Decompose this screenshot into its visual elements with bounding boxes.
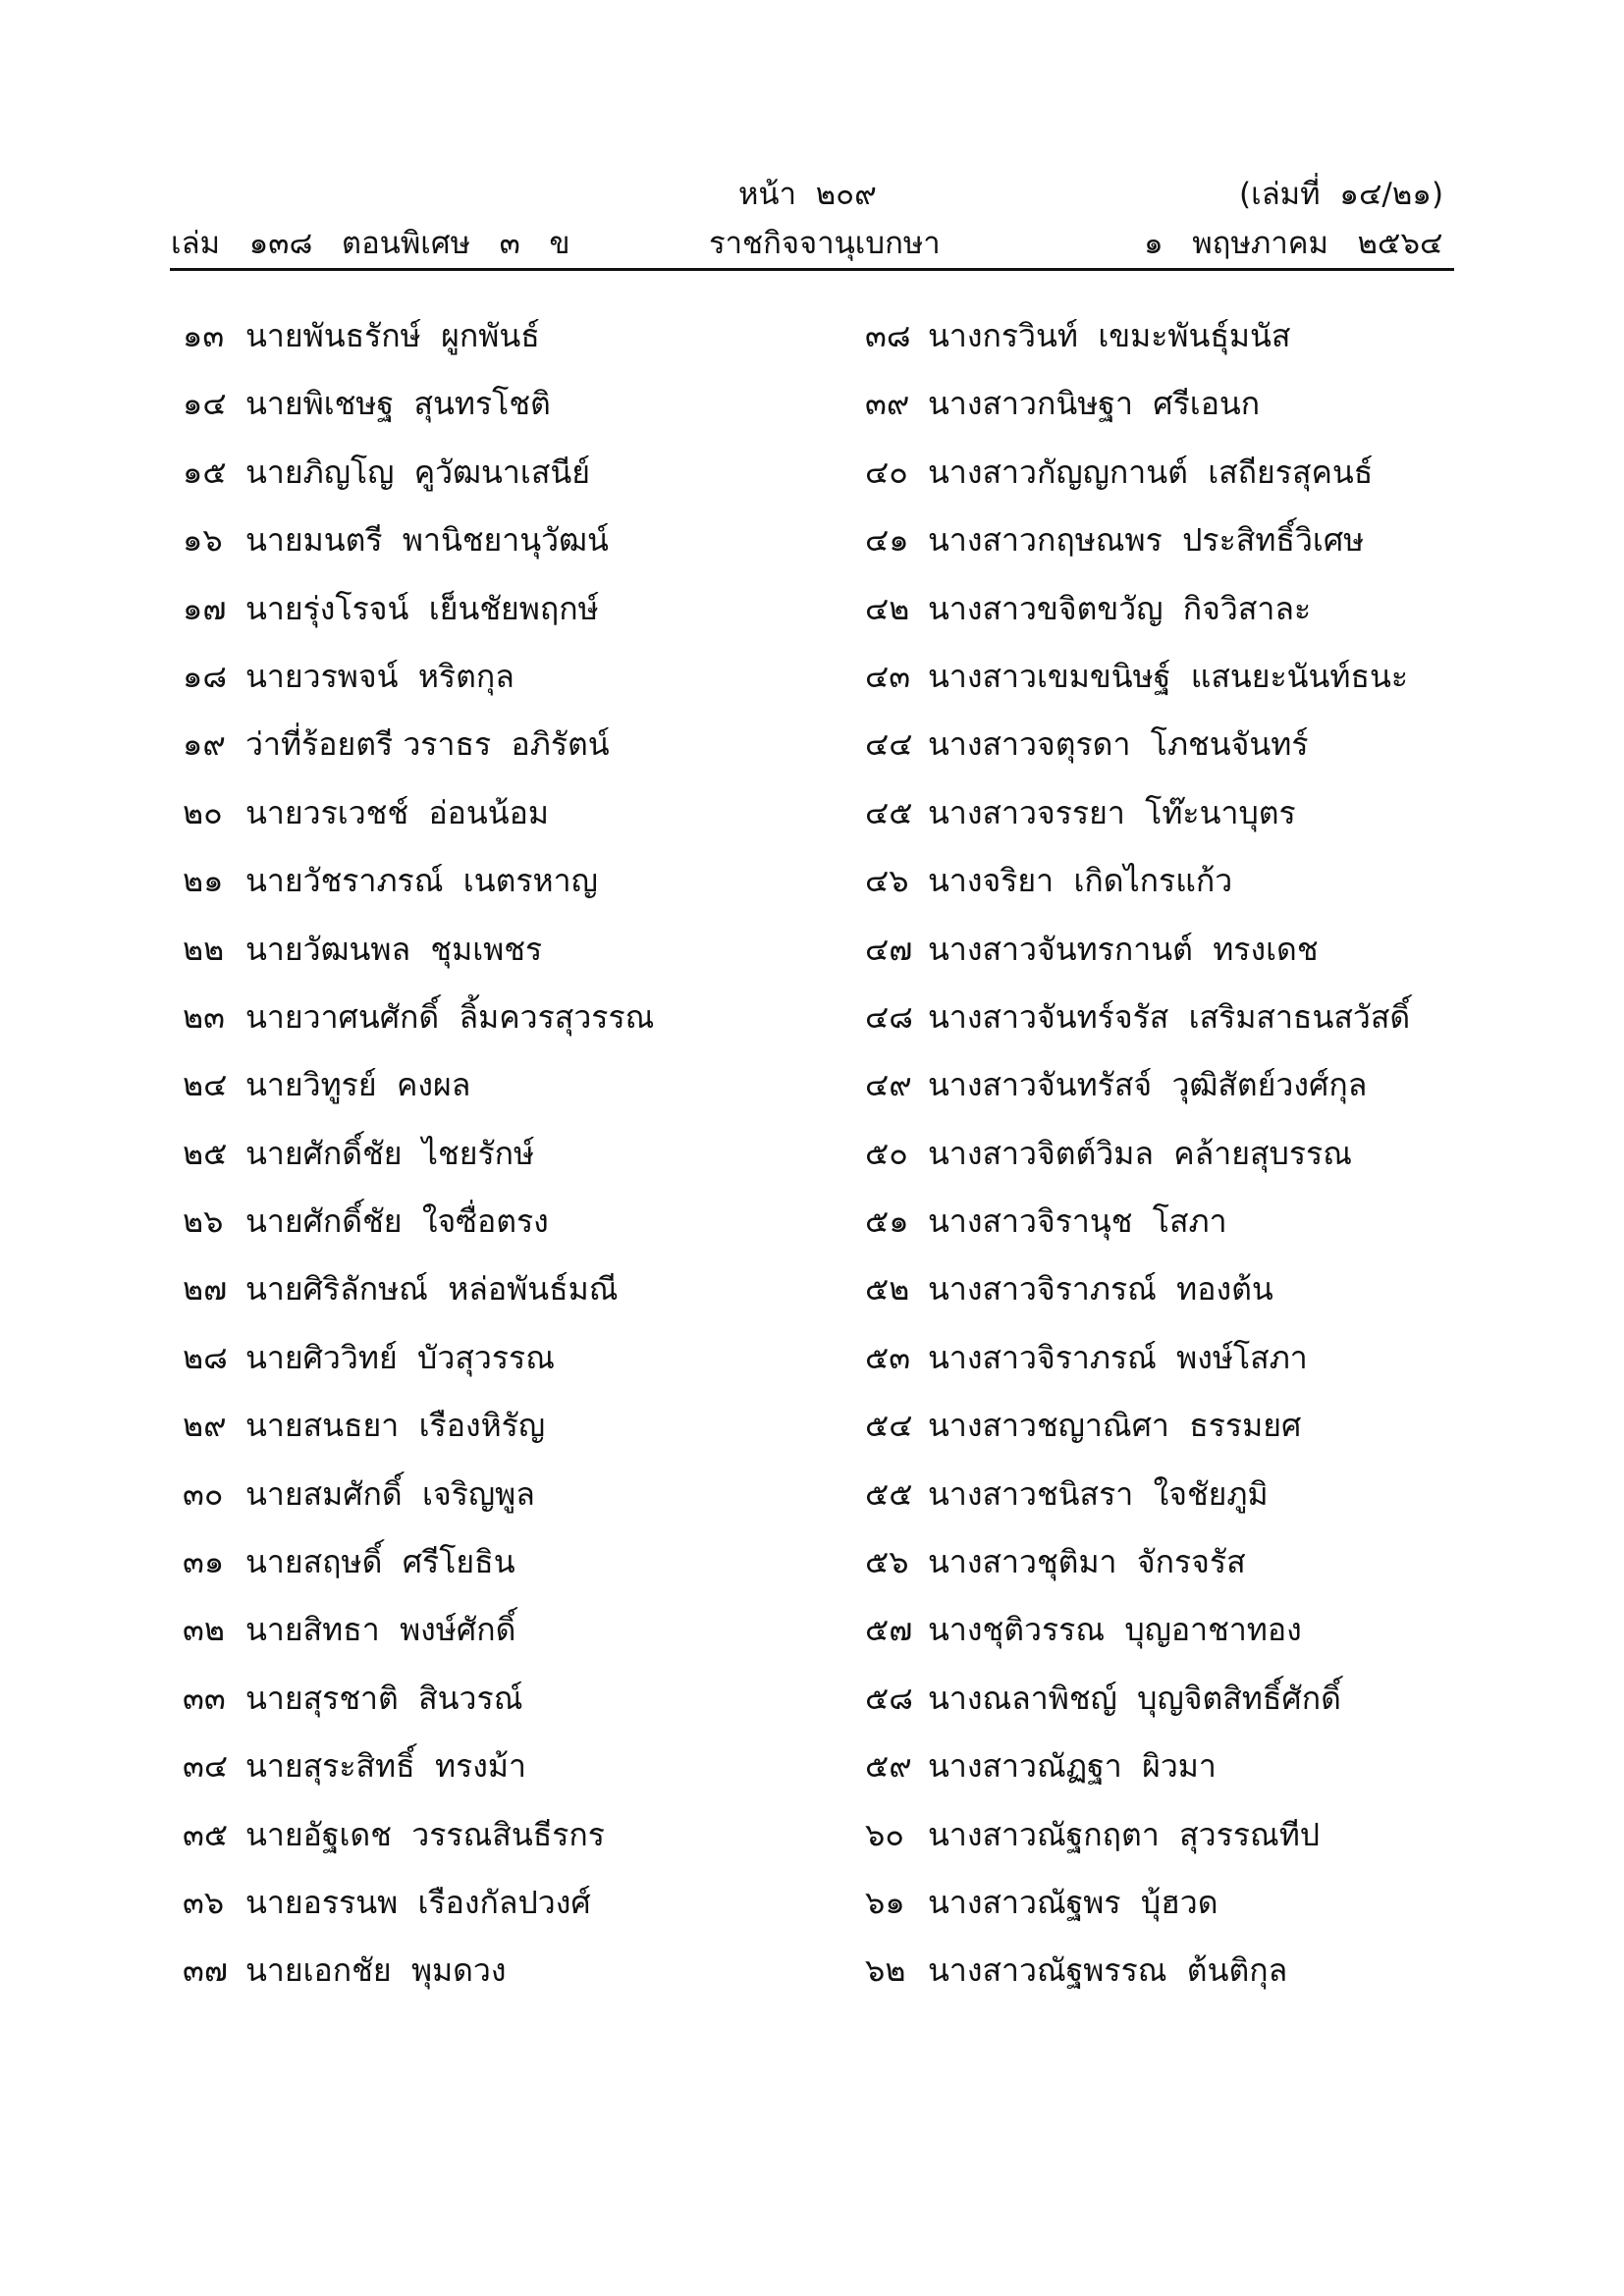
person-name: นางกรวินท์ เขมะพันธุ์มนัส bbox=[928, 317, 1291, 354]
person-name: นายภิญโญ คูวัฒนาเสนีย์ bbox=[245, 453, 590, 491]
list-item bbox=[865, 1330, 1513, 1398]
publication-date: ๑ พฤษภาคม ๒๕๖๔ bbox=[1144, 226, 1443, 261]
person-name: นายศิววิทย์ บัวสุวรรณ bbox=[245, 1338, 555, 1376]
item-number: ๓๑ bbox=[183, 1543, 225, 1581]
list-item bbox=[865, 1467, 1513, 1534]
person-name: นางณลาพิชญ์ บุญจิตสิทธิ์ศักดิ์ bbox=[928, 1679, 1341, 1717]
list-item bbox=[865, 1126, 1513, 1194]
person-name: นางสาวชนิสรา ใจชัยภูมิ bbox=[928, 1474, 1269, 1513]
person-name: นายเอกชัย พุมดวง bbox=[245, 1951, 507, 1990]
list-item bbox=[183, 989, 831, 1057]
list-item bbox=[865, 1671, 1513, 1738]
list-item bbox=[183, 1467, 831, 1534]
item-number: ๒๗ bbox=[183, 1270, 228, 1308]
list-item bbox=[865, 308, 1513, 376]
person-name: นางสาวณัฐพรรณ ต้นติกุล bbox=[928, 1951, 1288, 1990]
person-name: นางสาวจิราภรณ์ พงษ์โสภา bbox=[928, 1338, 1308, 1376]
item-number: ๒๐ bbox=[183, 793, 223, 831]
item-number: ๒๓ bbox=[183, 997, 225, 1036]
item-number: ๖๑ bbox=[865, 1883, 905, 1921]
name-list-right bbox=[865, 308, 1513, 2011]
name-list-left bbox=[183, 308, 831, 2011]
item-number: ๕๗ bbox=[865, 1611, 913, 1649]
list-item bbox=[183, 1126, 831, 1194]
person-name: นางจริยา เกิดไกรแก้ว bbox=[928, 862, 1233, 900]
item-number: ๓๒ bbox=[183, 1611, 225, 1649]
item-number: ๔๒ bbox=[865, 589, 910, 627]
volume-info: เล่ม ๑๓๘ ตอนพิเศษ ๓ ข bbox=[171, 226, 570, 261]
list-item bbox=[865, 1534, 1513, 1602]
person-name: นางสาวจตุรดา โภชนจันทร์ bbox=[928, 725, 1309, 764]
item-number: ๒๔ bbox=[183, 1066, 228, 1104]
item-number: ๓๘ bbox=[865, 317, 911, 354]
person-name: นางสาวจันทรัสจ์ วุฒิสัตย์วงศ์กุล bbox=[928, 1066, 1368, 1104]
list-item bbox=[865, 1807, 1513, 1875]
list-item bbox=[183, 1807, 831, 1875]
item-number: ๖๐ bbox=[865, 1815, 904, 1853]
list-item bbox=[865, 922, 1513, 989]
list-item bbox=[183, 1738, 831, 1806]
person-name: นางสาวชญาณิศา ธรรมยศ bbox=[928, 1407, 1302, 1445]
item-number: ๒๒ bbox=[183, 930, 225, 968]
item-number: ๓๙ bbox=[865, 385, 910, 423]
person-name: นายสมศักดิ์ เจริญพูล bbox=[245, 1474, 535, 1513]
item-number: ๓๓ bbox=[183, 1679, 226, 1717]
item-number: ๕๒ bbox=[865, 1270, 910, 1308]
item-number: ๒๖ bbox=[183, 1202, 224, 1241]
list-item bbox=[865, 785, 1513, 853]
item-number: ๔๙ bbox=[865, 1066, 912, 1104]
person-name: นายวรพจน์ หริตกุล bbox=[245, 657, 514, 695]
item-number: ๑๓ bbox=[183, 317, 225, 354]
list-item bbox=[865, 1943, 1513, 2010]
person-name: นางสาวกฤษณพร ประสิทธิ์วิเศษ bbox=[928, 521, 1365, 560]
list-item bbox=[865, 1398, 1513, 1466]
person-name: นายศักดิ์ชัย ไชยรักษ์ bbox=[245, 1134, 535, 1172]
person-name: นางสาวจันทร์จรัส เสริมสาธนสวัสดิ์ bbox=[928, 997, 1411, 1036]
person-name: นางสาวจิตต์วิมล คล้ายสุบรรณ bbox=[928, 1134, 1352, 1172]
person-name: นายสนธยา เรืองหิรัญ bbox=[245, 1407, 546, 1445]
list-item bbox=[183, 1534, 831, 1602]
item-number: ๓๗ bbox=[183, 1951, 228, 1990]
list-item bbox=[865, 581, 1513, 649]
person-name: นายวัชราภรณ์ เนตรหาญ bbox=[245, 862, 598, 900]
gazette-title: ราชกิจจานุเบกษา bbox=[709, 226, 941, 261]
person-name: นายพิเชษฐ สุนทรโชติ bbox=[245, 385, 551, 423]
item-number: ๑๖ bbox=[183, 521, 223, 560]
list-item bbox=[183, 1875, 831, 1943]
item-number: ๕๙ bbox=[865, 1747, 912, 1786]
list-item bbox=[183, 717, 831, 784]
person-name: นายสฤษดิ์ ศรีโยธิน bbox=[245, 1543, 515, 1581]
list-item bbox=[865, 1875, 1513, 1943]
list-item bbox=[183, 445, 831, 512]
list-item bbox=[183, 512, 831, 580]
list-item bbox=[183, 1330, 831, 1398]
person-name: นายวิทูรย์ คงผล bbox=[245, 1066, 471, 1104]
list-item bbox=[183, 785, 831, 853]
item-number: ๔๕ bbox=[865, 793, 913, 831]
person-name: นายอัฐเดช วรรณสินธีรกร bbox=[245, 1815, 605, 1853]
person-name: นายวาศนศักดิ์ ลิ้มควรสุวรรณ bbox=[245, 997, 655, 1036]
person-name: นายวัฒนพล ชุมเพชร bbox=[245, 930, 543, 968]
list-item bbox=[865, 376, 1513, 444]
list-item bbox=[183, 1261, 831, 1329]
person-name: นางสาวจันทรกานต์ ทรงเดช bbox=[928, 930, 1319, 968]
list-item bbox=[865, 989, 1513, 1057]
item-number: ๔๖ bbox=[865, 862, 909, 900]
person-name: นายรุ่งโรจน์ เย็นชัยพฤกษ์ bbox=[245, 589, 599, 627]
item-number: ๔๓ bbox=[865, 657, 911, 695]
item-number: ๑๙ bbox=[183, 725, 226, 764]
person-name: นายมนตรี พานิชยานุวัฒน์ bbox=[245, 521, 609, 560]
list-item bbox=[183, 308, 831, 376]
list-item bbox=[183, 922, 831, 989]
person-name: นางสาวกนิษฐา ศรีเอนก bbox=[928, 385, 1261, 423]
person-name: นายวรเวชช์ อ่อนน้อม bbox=[245, 793, 549, 831]
item-number: ๓๔ bbox=[183, 1747, 229, 1786]
item-number: ๔๔ bbox=[865, 725, 913, 764]
item-number: ๔๗ bbox=[865, 930, 913, 968]
item-number: ๑๔ bbox=[183, 385, 227, 423]
person-name: นางสาวจิราภรณ์ ทองต้น bbox=[928, 1270, 1273, 1308]
list-item bbox=[865, 853, 1513, 921]
item-number: ๑๗ bbox=[183, 589, 227, 627]
list-item bbox=[865, 1057, 1513, 1125]
person-name: นางสาวชุติมา จักรจรัส bbox=[928, 1543, 1246, 1581]
person-name: นางสาวณัฐพร บุ้ฮวด bbox=[928, 1883, 1218, 1921]
item-number: ๔๐ bbox=[865, 453, 908, 491]
person-name: นายสุระสิทธิ์ ทรงม้า bbox=[245, 1747, 526, 1786]
item-number: ๑๕ bbox=[183, 453, 227, 491]
list-item bbox=[865, 1738, 1513, 1806]
item-number: ๔๑ bbox=[865, 521, 909, 560]
list-item bbox=[865, 717, 1513, 784]
person-name: นางสาวจิรานุช โสภา bbox=[928, 1202, 1227, 1241]
item-number: ๒๘ bbox=[183, 1338, 228, 1376]
list-item bbox=[183, 853, 831, 921]
list-item bbox=[183, 1398, 831, 1466]
issue-reference: (เล่มที่ ๑๔/๒๑) bbox=[1239, 177, 1444, 212]
item-number: ๒๕ bbox=[183, 1134, 228, 1172]
item-number: ๕๕ bbox=[865, 1474, 913, 1513]
item-number: ๑๘ bbox=[183, 657, 227, 695]
list-item bbox=[865, 1261, 1513, 1329]
person-name: นางชุติวรรณ บุญอาชาทอง bbox=[928, 1611, 1302, 1649]
list-item bbox=[183, 649, 831, 717]
item-number: ๕๑ bbox=[865, 1202, 909, 1241]
list-item bbox=[183, 1671, 831, 1738]
person-name: นางสาวจรรยา โท๊ะนาบุตร bbox=[928, 793, 1296, 831]
list-item bbox=[183, 1943, 831, 2010]
person-name: นายศิริลักษณ์ หล่อพันธ์มณี bbox=[245, 1270, 619, 1308]
item-number: ๕๐ bbox=[865, 1134, 908, 1172]
person-name: นางสาวเขมขนิษฐ์ แสนยะนันท์ธนะ bbox=[928, 657, 1409, 695]
list-item bbox=[865, 1194, 1513, 1261]
person-name: นายพันธรักษ์ ผูกพันธ์ bbox=[245, 317, 540, 354]
person-name: นางสาวขจิตขวัญ กิจวิสาละ bbox=[928, 589, 1312, 627]
list-item bbox=[183, 581, 831, 649]
list-item bbox=[865, 649, 1513, 717]
item-number: ๕๘ bbox=[865, 1679, 913, 1717]
item-number: ๔๘ bbox=[865, 997, 913, 1036]
list-item bbox=[865, 1602, 1513, 1670]
header-rule bbox=[170, 268, 1454, 271]
item-number: ๕๔ bbox=[865, 1407, 913, 1445]
item-number: ๓๐ bbox=[183, 1474, 224, 1513]
item-number: ๖๒ bbox=[865, 1951, 906, 1990]
person-name: นางสาวกัญญกานต์ เสถียรสุคนธ์ bbox=[928, 453, 1374, 491]
person-name: นายสุรชาติ สินวรณ์ bbox=[245, 1679, 523, 1717]
item-number: ๓๕ bbox=[183, 1815, 229, 1853]
page-number: หน้า ๒๐๙ bbox=[738, 177, 877, 212]
person-name: ว่าที่ร้อยตรี วราธร อภิรัตน์ bbox=[245, 725, 610, 764]
item-number: ๕๖ bbox=[865, 1543, 909, 1581]
list-item bbox=[183, 376, 831, 444]
person-name: นายศักดิ์ชัย ใจซื่อตรง bbox=[245, 1202, 549, 1241]
list-item bbox=[183, 1057, 831, 1125]
list-item bbox=[183, 1194, 831, 1261]
person-name: นางสาวณัฐกฤตา สุวรรณทีป bbox=[928, 1815, 1321, 1853]
list-item bbox=[865, 445, 1513, 512]
item-number: ๒๑ bbox=[183, 862, 224, 900]
item-number: ๒๙ bbox=[183, 1407, 227, 1445]
person-name: นายอรรนพ เรืองกัลปวงศ์ bbox=[245, 1883, 591, 1921]
list-item bbox=[865, 512, 1513, 580]
item-number: ๓๖ bbox=[183, 1883, 225, 1921]
person-name: นางสาวณัฏฐา ผิวมา bbox=[928, 1747, 1217, 1786]
person-name: นายสิทธา พงษ์ศักดิ์ bbox=[245, 1611, 516, 1649]
list-item bbox=[183, 1602, 831, 1670]
item-number: ๕๓ bbox=[865, 1338, 911, 1376]
